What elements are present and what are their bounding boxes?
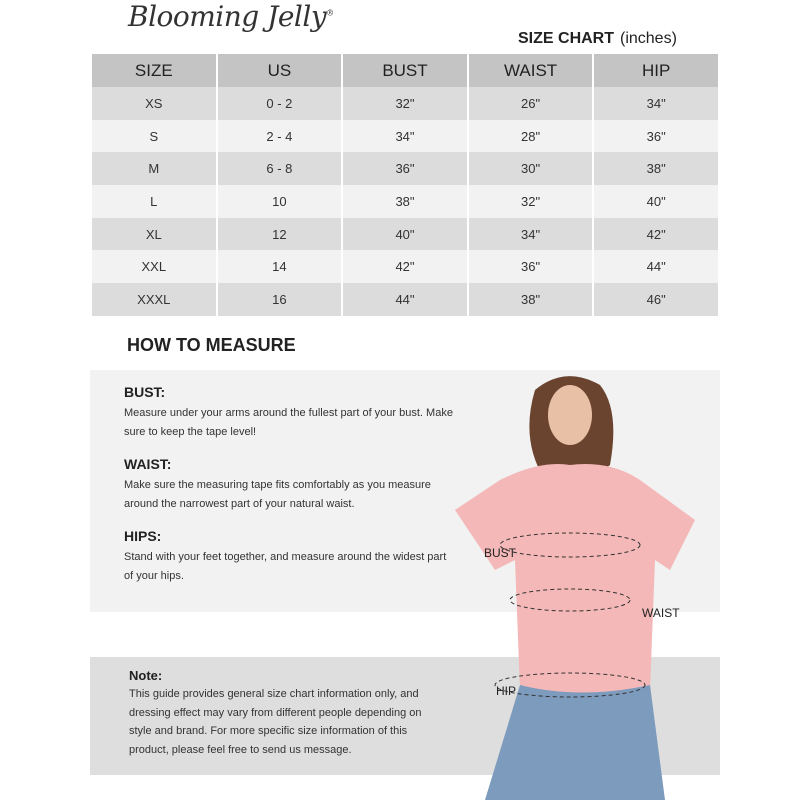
hip-label: HIP [496, 684, 517, 698]
bust-label: BUST [484, 546, 517, 560]
hips-section [124, 528, 454, 586]
column-header: HIP [593, 54, 719, 87]
table-cell: 36" [593, 120, 719, 153]
face [548, 385, 592, 445]
table-cell: 40" [342, 218, 468, 251]
table-cell: XXL [91, 250, 217, 283]
bust-heading: BUST: [124, 384, 166, 400]
table-cell: 32" [468, 185, 594, 218]
table-cell: 38" [593, 152, 719, 185]
hips-text: Stand with your feet together, and measure around the widest part of your hips. [124, 551, 447, 582]
table-cell: S [91, 120, 217, 153]
table-cell: 26" [468, 87, 594, 120]
column-header: US [217, 54, 343, 87]
table-row [91, 283, 719, 316]
note-text: This guide provides general size chart information only, and dressing effect may vary from different people depending on style and brand. For more specific size information of this product, please feel free to send us message. [129, 688, 422, 756]
table-cell: 14 [217, 250, 343, 283]
table-cell: XXXL [91, 283, 217, 316]
table-cell: XL [91, 218, 217, 251]
table-cell: XS [91, 87, 217, 120]
table-row [91, 120, 719, 153]
table-cell: 32" [342, 87, 468, 120]
table-cell: 34" [593, 87, 719, 120]
bust-text: Measure under your arms around the fullest part of your bust. Make sure to keep the tape level! [124, 407, 453, 438]
waist-section [124, 456, 454, 514]
size-chart-title: SIZE CHART (inches) [518, 30, 677, 47]
jeans [485, 685, 665, 800]
table-cell: 28" [468, 120, 594, 153]
size-table [90, 54, 720, 316]
table-cell: 44" [593, 250, 719, 283]
waist-heading: WAIST: [124, 456, 172, 472]
table-cell: L [91, 185, 217, 218]
table-cell: 0 - 2 [217, 87, 343, 120]
table-cell: 42" [593, 218, 719, 251]
table-cell: M [91, 152, 217, 185]
waist-text: Make sure the measuring tape fits comfortably as you measure around the narrowest part of your natural waist. [124, 479, 431, 510]
table-cell: 40" [593, 185, 719, 218]
table-cell: 34" [342, 120, 468, 153]
table-cell: 42" [342, 250, 468, 283]
table-cell: 36" [342, 152, 468, 185]
table-row [91, 250, 719, 283]
pink-top [455, 464, 695, 698]
table-row [91, 152, 719, 185]
table-cell: 12 [217, 218, 343, 251]
column-header: BUST [342, 54, 468, 87]
table-cell: 16 [217, 283, 343, 316]
table-row [91, 185, 719, 218]
how-to-measure-title: HOW TO MEASURE [127, 335, 296, 355]
bust-section [124, 384, 454, 442]
table-row [91, 218, 719, 251]
table-cell: 38" [342, 185, 468, 218]
hips-heading: HIPS: [124, 528, 162, 544]
table-cell: 2 - 4 [217, 120, 343, 153]
table-cell: 44" [342, 283, 468, 316]
table-cell: 38" [468, 283, 594, 316]
table-cell: 46" [593, 283, 719, 316]
note-heading: Note: [129, 668, 163, 683]
table-cell: 6 - 8 [217, 152, 343, 185]
table-cell: 30" [468, 152, 594, 185]
brand-logo: Blooming Jelly® [128, 0, 334, 33]
waist-label: WAIST [642, 606, 680, 620]
column-header: SIZE [91, 54, 217, 87]
model-image [440, 370, 720, 800]
note [129, 668, 429, 759]
table-row [91, 87, 719, 120]
column-header: WAIST [468, 54, 594, 87]
table-cell: 10 [217, 185, 343, 218]
table-cell: 36" [468, 250, 594, 283]
table-cell: 34" [468, 218, 594, 251]
